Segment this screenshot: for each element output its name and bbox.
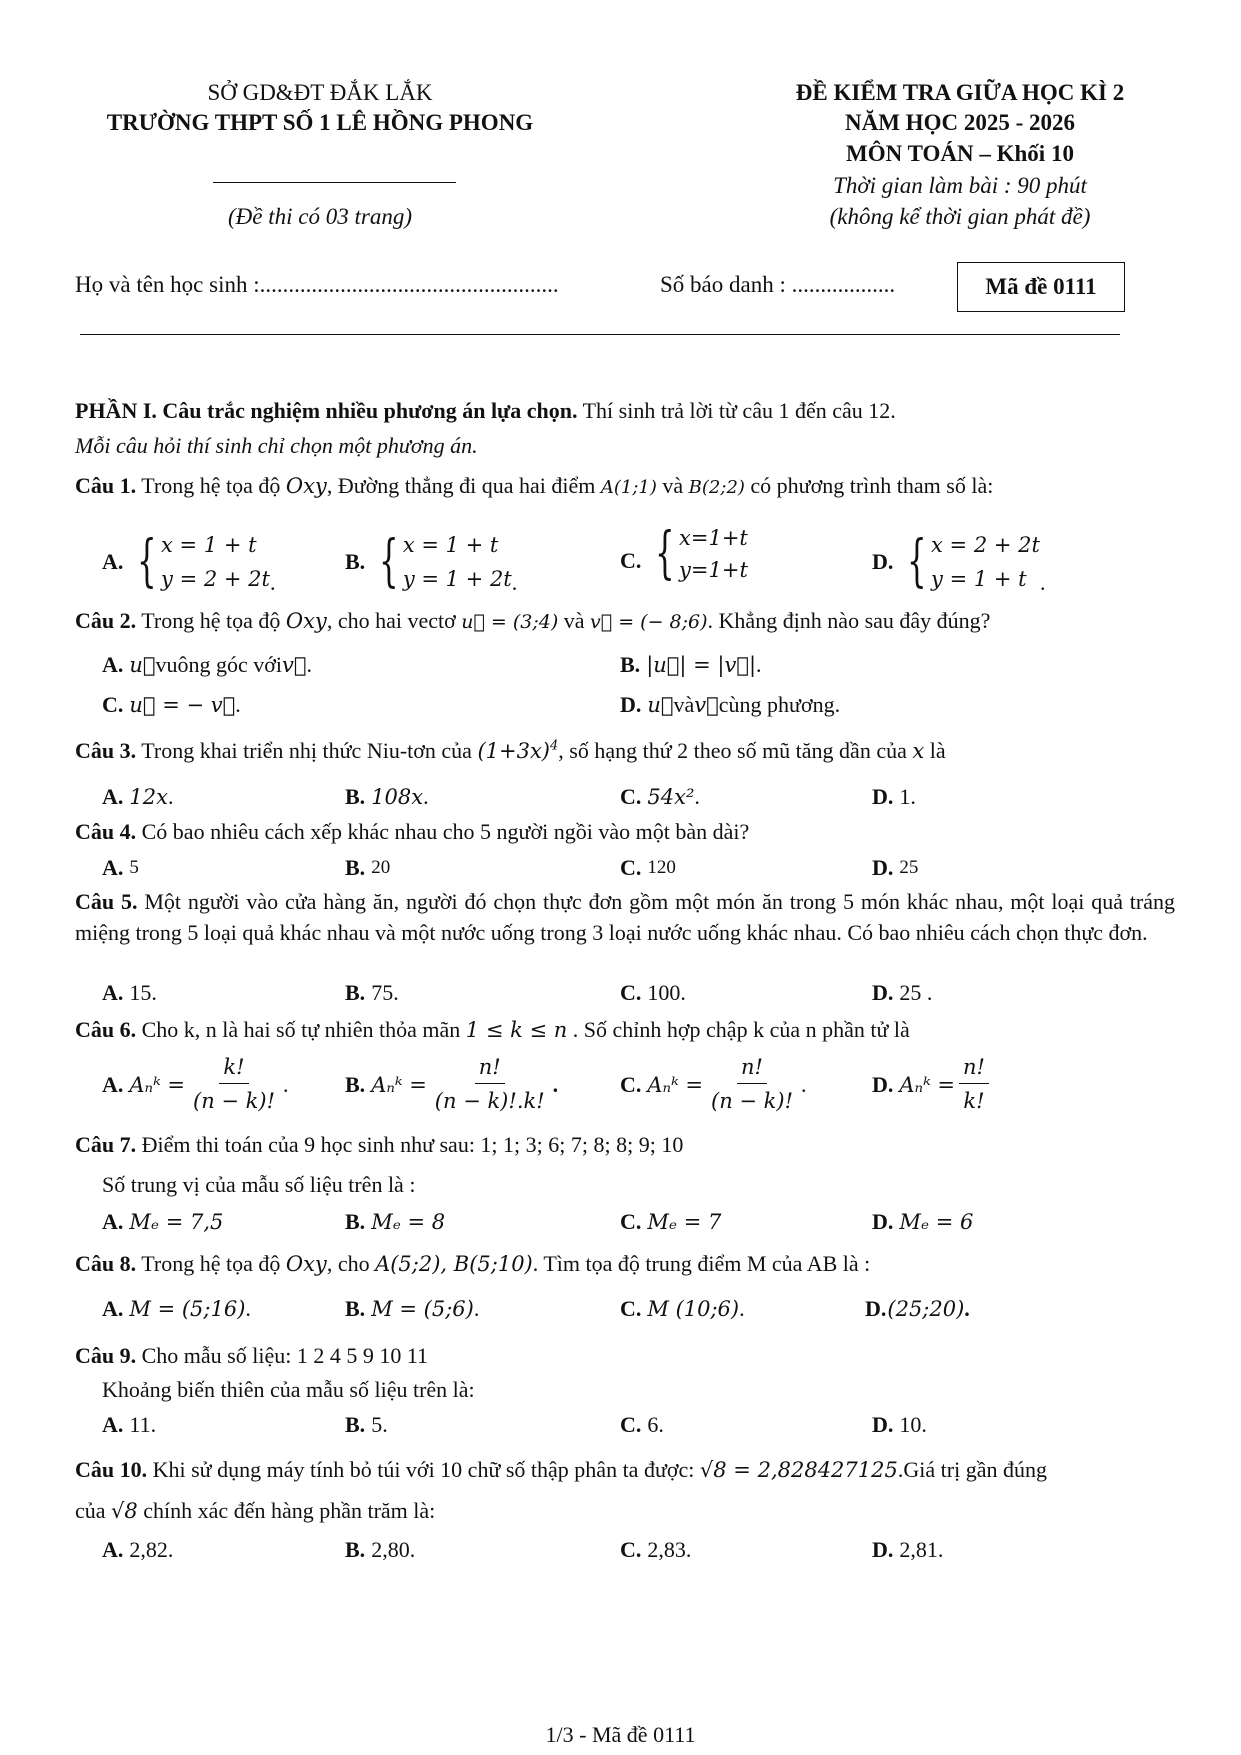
school-year: NĂM HỌC 2025 - 2026 — [845, 110, 1075, 135]
exam-time-note: (không kể thời gian phát đề) — [829, 204, 1091, 229]
pages-note: (Đề thi có 03 trang) — [228, 204, 412, 229]
question-4: Câu 4. Có bao nhiêu cách xếp khác nhau cho 5 người ngồi vào một bàn dài? — [75, 819, 750, 844]
exam-title: ĐỀ KIỂM TRA GIỮA HỌC KÌ 2 — [795, 80, 1125, 105]
student-id-field: Số báo danh : .................. — [660, 272, 896, 297]
q1-option-a[interactable]: A. { x = 1 + t y = 2 + 2t . — [102, 529, 276, 595]
q7-option-c[interactable]: C. Mₑ = 7 — [620, 1209, 722, 1234]
q9-option-a[interactable]: A. 11. — [102, 1412, 157, 1437]
part1-heading: PHẦN I. Câu trắc nghiệm nhiều phương án lựa chọn. Thí sinh trả lời từ câu 1 đến câu 12. — [75, 398, 896, 423]
student-name-field: Họ và tên học sinh :.................................................... — [75, 272, 559, 297]
q6-option-c[interactable]: C. Aₙᵏ = $\frac{n!}{(n - k)!}$ . — [620, 1055, 807, 1113]
q2-option-c[interactable]: C. u⃗ = − v⃗ . — [102, 692, 241, 717]
q10-option-a[interactable]: A. 2,82. — [102, 1537, 174, 1562]
question-9: Câu 9. Cho mẫu số liệu: 1 2 4 5 9 10 11 — [75, 1343, 429, 1368]
q5-option-b[interactable]: B. 75. — [345, 980, 399, 1005]
question-10-line2: của √8 chính xác đến hàng phần trăm là: — [75, 1498, 436, 1523]
q7-subtext: Số trung vị của mẫu số liệu trên là : — [102, 1172, 416, 1197]
q3-option-d[interactable]: D. 1 . — [872, 784, 916, 809]
question-8: Câu 8. Trong hệ tọa độ Oxy, cho A(5;2), B(5;10). Tìm tọa độ trung điểm M của AB là : — [75, 1251, 871, 1276]
q9-option-c[interactable]: C. 6. — [620, 1412, 664, 1437]
q4-option-a[interactable]: A. 5 — [102, 855, 139, 880]
school-name: TRƯỜNG THPT SỐ 1 LÊ HỒNG PHONG — [106, 110, 534, 135]
subject: MÔN TOÁN – Khối 10 — [846, 141, 1074, 166]
q4-option-b[interactable]: B. 20 — [345, 855, 391, 880]
q10-option-b[interactable]: B. 2,80. — [345, 1537, 416, 1562]
department-name: SỞ GD&ĐT ĐẮK LẮK — [207, 80, 433, 105]
q2-option-b[interactable]: B. |u⃗| = |v⃗| . — [620, 652, 762, 677]
header-divider — [213, 182, 456, 183]
q10-option-d[interactable]: D. 2,81. — [872, 1537, 944, 1562]
q8-option-a[interactable]: A. M = (5;16) . — [102, 1296, 251, 1321]
q3-option-c[interactable]: C. 54x² . — [620, 784, 700, 809]
question-7: Câu 7. Điểm thi toán của 9 học sinh như sau: 1; 1; 3; 6; 7; 8; 8; 9; 10 — [75, 1132, 684, 1157]
question-10: Câu 10. Khi sử dụng máy tính bỏ túi với 10 chữ số thập phân ta được: √8 = 2,828427125.Giá trị gần đúng — [75, 1457, 1047, 1482]
q1-option-b[interactable]: B. { x = 1 + t y = 1 + 2t . — [345, 529, 518, 595]
exam-code: Mã đề 0111 — [985, 274, 1097, 299]
exam-code-box — [957, 262, 1125, 312]
question-5: Câu 5. Một người vào cửa hàng ăn, người đó chọn thực đơn gồm một món ăn trong 5 món khác nhau, một loại quả tráng miệng trong 5 loại quả khác nhau và một nước uống trong 3 loại nước uống khác nhau. Có bao nhiêu cách chọn thực đơn. — [75, 889, 1176, 945]
q3-option-b[interactable]: B. 108x . — [345, 784, 429, 809]
page-footer: 1/3 - Mã đề 0111 — [545, 1722, 696, 1747]
exam-time: Thời gian làm bài : 90 phút — [833, 173, 1087, 198]
q6-option-b[interactable]: B. Aₙᵏ = $\frac{n!}{(n - k)!.k!}$ . — [345, 1055, 559, 1113]
q1-option-d[interactable]: D. { x = 2 + 2t y = 1 + t . — [872, 529, 1046, 595]
q6-option-a[interactable]: A. Aₙᵏ = $\frac{k!}{(n - k)!}$ . — [102, 1055, 289, 1113]
q7-option-b[interactable]: B. Mₑ = 8 — [345, 1209, 446, 1234]
q6-option-d[interactable]: D. Aₙᵏ = $\frac{n!}{k!}$ — [872, 1053, 993, 1116]
q10-option-c[interactable]: C. 2,83. — [620, 1537, 692, 1562]
q7-option-a[interactable]: A. Mₑ = 7,5 — [102, 1209, 224, 1234]
q2-option-a[interactable]: A. u⃗ vuông góc với v⃗ . — [102, 652, 313, 677]
question-6: Câu 6. Cho k, n là hai số tự nhiên thỏa mãn 1 ≤ k ≤ n . Số chỉnh hợp chập k của n phần tử là — [75, 1017, 910, 1042]
q9-option-b[interactable]: B. 5. — [345, 1412, 388, 1437]
q5-option-d[interactable]: D. 25 . — [872, 980, 933, 1005]
q5-option-a[interactable]: A. 15. — [102, 980, 157, 1005]
q8-option-b[interactable]: B. M = (5;6) . — [345, 1296, 480, 1321]
q4-option-d[interactable]: D. 25 — [872, 855, 919, 880]
q8-option-c[interactable]: C. M (10;6) . — [620, 1296, 745, 1321]
q9-option-d[interactable]: D. 10. — [872, 1412, 927, 1437]
question-3: Câu 3. Trong khai triển nhị thức Niu-tơn của $(1+3x)^4$, số hạng thứ 2 theo số mũ tăng dần của x là — [75, 738, 946, 763]
part1-instruction: Mỗi câu hỏi thí sinh chỉ chọn một phương án. — [75, 433, 478, 458]
q2-option-d[interactable]: D. u⃗ và v⃗ cùng phương. — [620, 692, 841, 717]
question-1: Câu 1. Trong hệ tọa độ Oxy, Đường thẳng đi qua hai điểm A(1;1) và B(2;2) có phương trình tham số là: — [75, 473, 994, 498]
q1-option-c[interactable]: C. { x=1+t y=1+t — [620, 521, 748, 586]
q5-option-c[interactable]: C. 100. — [620, 980, 686, 1005]
question-2: Câu 2. Trong hệ tọa độ Oxy, cho hai vectơ u⃗ = (3;4) và v⃗ = (− 8;6). Khẳng định nào sau đây đúng? — [75, 608, 991, 633]
q4-option-c[interactable]: C. 120 — [620, 855, 676, 880]
q7-option-d[interactable]: D. Mₑ = 6 — [872, 1209, 974, 1234]
q9-subtext: Khoảng biến thiên của mẫu số liệu trên là: — [102, 1377, 475, 1402]
q3-option-a[interactable]: A. 12x . — [102, 784, 174, 809]
info-divider — [80, 334, 1120, 335]
q8-option-d[interactable]: D. (25;20) . — [865, 1296, 970, 1321]
